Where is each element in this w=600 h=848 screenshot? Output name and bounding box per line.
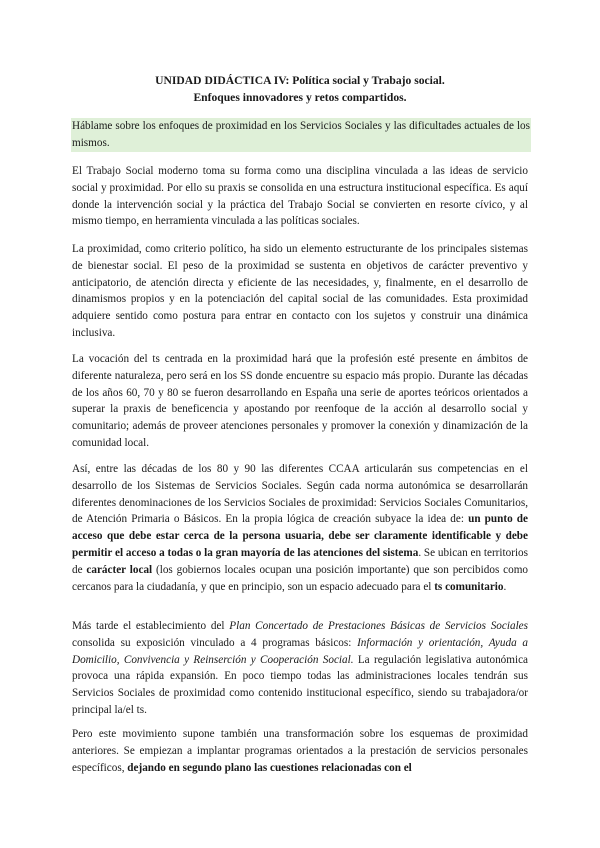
paragraph-4-text-1: Así, entre las décadas de los 80 y 90 las diferentes CCAA articularán sus competencias en el desarrollo de los Sistemas de Servicios Sociales. Según cada norma autonómica se desarrollarán diferentes denominaciones de los Servicios Sociales de proximidad: Servicios Sociales Comunitarios, de Atención Primaria o Básicos. En la propia lógica de creación subyace la idea de: (72, 463, 528, 526)
paragraph-4-text-4: . (503, 580, 507, 593)
highlighted-prompt: Háblame sobre los enfoques de proximidad en los Servicios Sociales y las dificultades actuales de los mismos. (71, 118, 531, 152)
paragraph-6-text-1: Pero este movimiento supone también una transformación sobre los esquemas de proximidad anteriores. Se empiezan a implantar programas orientados a la prestación de servicios personales específicos, (72, 728, 528, 774)
paragraph-6 (72, 726, 528, 776)
paragraph-5-text-1: Más tarde el establecimiento del (72, 620, 230, 632)
paragraph-5 (72, 618, 528, 719)
paragraph-5-italic-2: Información y orientación, Ayuda a Domicilio, Convivencia y Reinserción y Cooperación Social. (72, 636, 528, 666)
paragraph-6-bold-1: dejando en segundo plano las cuestiones relacionadas con el (127, 761, 412, 774)
paragraph-4 (72, 461, 528, 595)
title-line-1: UNIDAD DIDÁCTICA IV: Política social y Trabajo social. (155, 74, 445, 87)
paragraph-5-italic-1: Plan Concertado de Prestaciones Básicas de Servicios Sociales (229, 620, 528, 632)
paragraph-4-text-2: . Se ubican en territorios de (72, 546, 528, 576)
title-line-2: Enfoques innovadores y retos compartidos. (193, 90, 407, 104)
paragraph-2: La proximidad, como criterio político, ha sido un elemento estructurante de los principales sistemas de bienestar social. El peso de la proximidad se sustenta en objetivos de carácter preventivo y anticipatorio, de atención directa y eficiente de las necesidades, y, finalmente, en el desarrollo de dinamismos propios y en la potenciación del capital social de las comunidades. Esta proximidad adquiere sentido como postura para entrar en contacto con los sujetos y construir una dinámica inclusiva. (72, 243, 528, 339)
paragraph-1: El Trabajo Social moderno toma su forma como una disciplina vinculada a las ideas de servicio social y proximidad. Por ello su praxis se consolida en una estructura institucional específica. Es aquí donde la intervención social y la práctica del Trabajo Social se convierten en resorte cívico, y al mismo tiempo, en herramienta vinculada a las políticas sociales. (72, 165, 528, 228)
paragraph-4-bold-2: carácter local (86, 563, 153, 576)
paragraph-4-bold-1: un punto de acceso que debe estar cerca de la persona usuaria, debe ser claramente identificable y debe permitir el acceso a todas o la gran mayoría de las atenciones del sistema (72, 513, 528, 559)
paragraph-4-bold-3: ts comunitario (434, 580, 504, 593)
document-title (72, 73, 528, 106)
paragraph-4-text-3: (los gobiernos locales ocupan una posición importante) que son percibidos como cercanos para la ciudadanía, y que en principio, son un espacio adecuado para el (72, 563, 528, 593)
paragraph-5-text-2: consolida su exposición vinculado a 4 programas básicos: (72, 636, 358, 649)
paragraph-3: La vocación del ts centrada en la proximidad hará que la profesión esté presente en ámbitos de diferente naturaleza, pero será en los SS donde encuentre su espacio más propio. Durante las décadas de los años 60, 70 y 80 se fueron desarrollando en España una serie de aportes teóricos orientados a superar la praxis de beneficencia y apostando por reenfoque de la acción al desarrollo social y comunitario; además de proveer atenciones personales y promover la conexión y dinamización de la comunidad local. (72, 353, 528, 449)
paragraph-5-text-3: La regulación legislativa autonómica provoca una rápida expansión. En poco tiempo todas las administraciones locales tendrán sus Servicios Sociales de proximidad como contenido institucional específico, siendo su trabajadora/or principal la/el ts. (72, 653, 529, 716)
